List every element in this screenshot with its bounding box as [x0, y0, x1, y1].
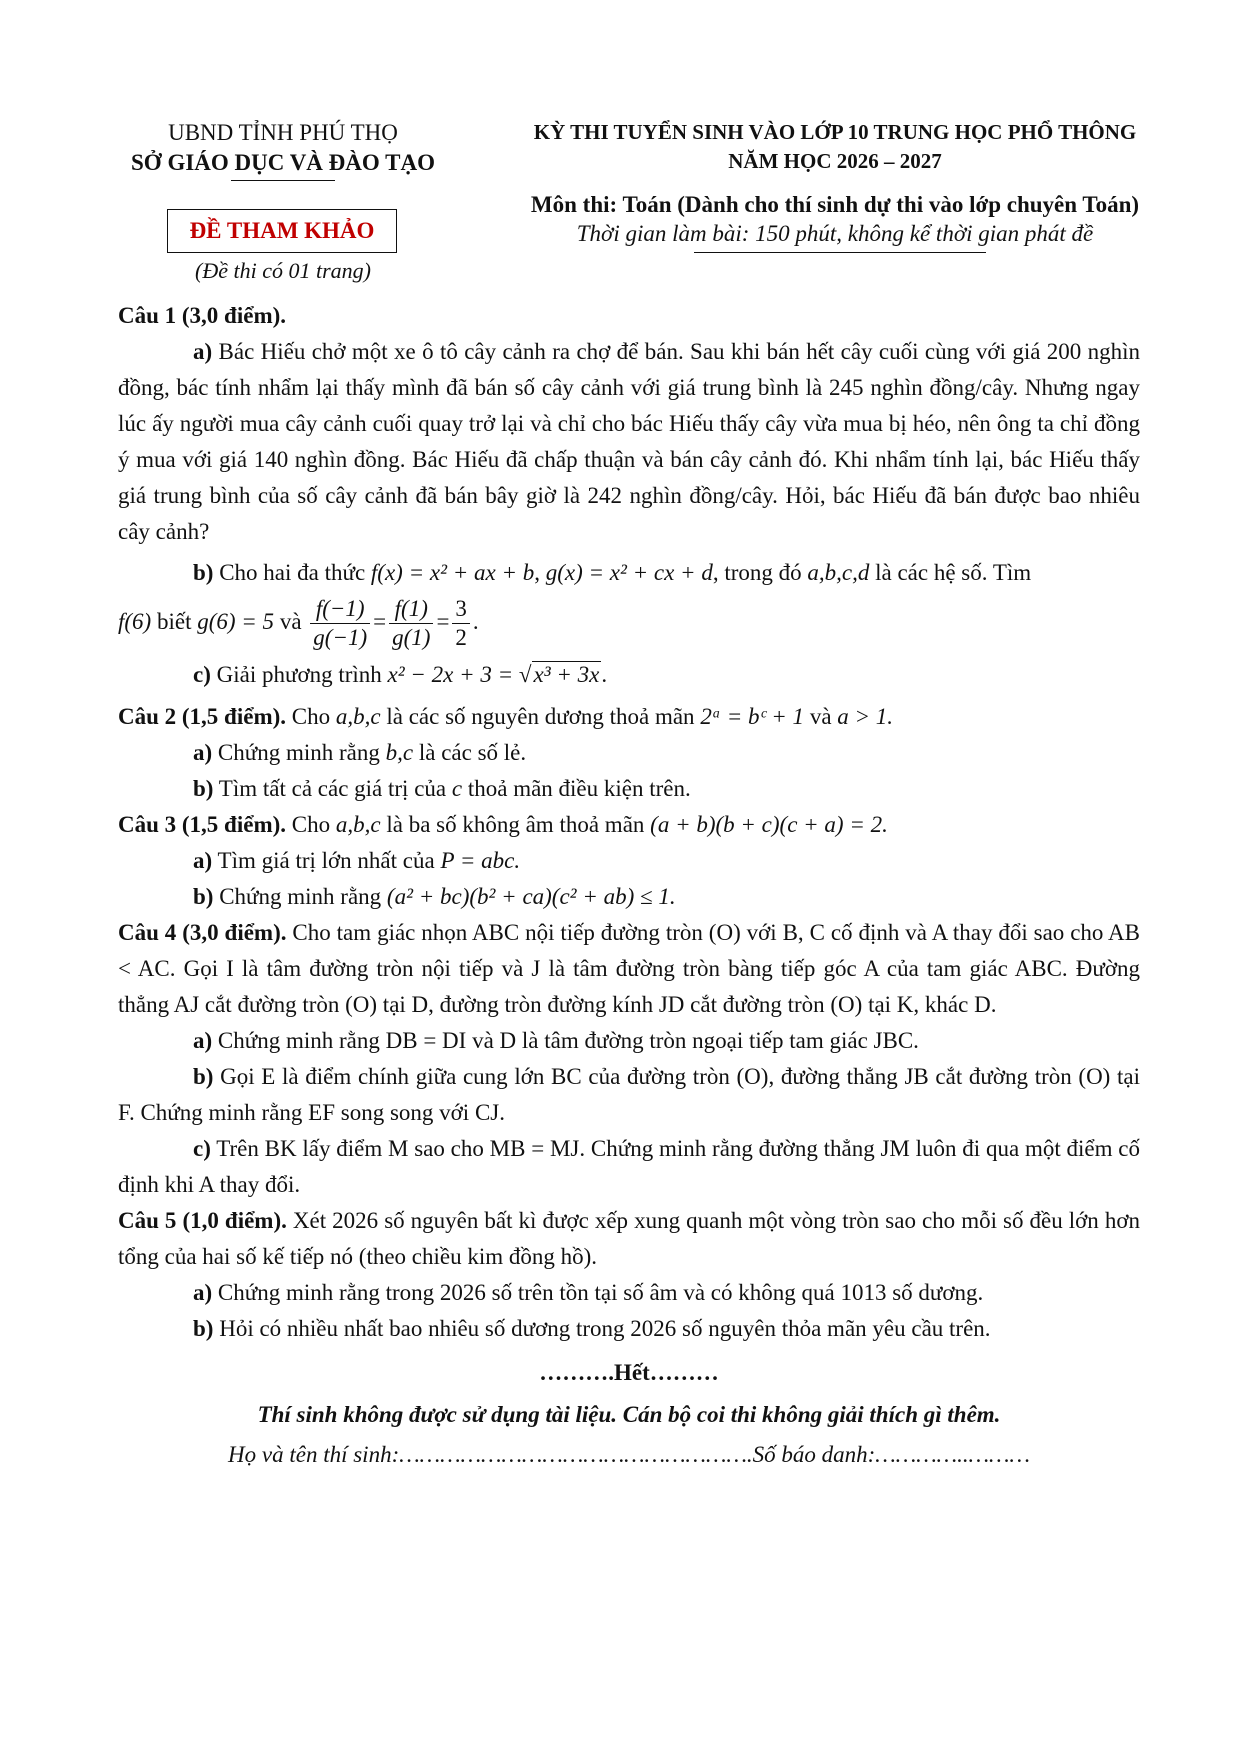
q1-part-b-cont: f(6) biết g(6) = 5 và $\frac{f(-1)}{g(-1)}$ = $\frac{f(1)}{g(1)}$ = $\frac{3}{2}$ . — [118, 596, 479, 650]
q1-b-pre: Cho hai đa thức — [219, 560, 366, 585]
exam-body — [118, 298, 1140, 1473]
q1-frac-2: $\frac{f(1)}{g(1)}$ — [389, 595, 433, 652]
end-marker: ……….Hết……… — [539, 1360, 719, 1385]
exam-title-line2: NĂM HỌC 2026 – 2027 — [728, 149, 942, 173]
q1-find: f(6) — [118, 608, 152, 634]
q1-g-def: g(x) = x² + cx + d — [545, 560, 713, 585]
q2-condition: a > 1. — [837, 704, 894, 729]
time-line: Thời gian làm bài: 150 phút, không kể thời gian phát đề — [576, 221, 1094, 246]
org-underline — [231, 180, 335, 181]
candidate-info-line: Họ và tên thí sinh:…………………………………………….Số báo danh:…………..……… — [228, 1442, 1030, 1467]
q1-a-text: Bác Hiếu chở một xe ô tô cây cảnh ra chợ để bán. Sau khi bán hết cây cuối cùng với giá 200 nghìn đồng, bác tính nhẩm lại thấy mình đã bán số cây cảnh với giá trung bình là 245 nghìn đồng/cây. Nhưng ngay lúc ấy người mua cây cảnh cuối quay trở lại và chỉ cho bác Hiếu thấy cây vừa mua bị héo, nên ông ta chỉ đồng ý mua với giá 140 nghìn đồng. Bác Hiếu đã chấp thuận và bán cây cảnh đó. Khi nhẩm tính lại, bác Hiếu thấy giá trung bình của số cây cảnh đã bán bây giờ là 242 nghìn đồng/cây. Hỏi, bác Hiếu đã bán được bao nhiêu cây cảnh? — [118, 339, 1141, 544]
q1-b-label: b) — [193, 560, 214, 585]
exam-title-line1: KỲ THI TUYỂN SINH VÀO LỚP 10 TRUNG HỌC PHỔ THÔNG — [533, 120, 1137, 144]
q2-intro: Câu 2 (1,5 điểm). Cho a,b,c là các số nguyên dương thoả mãn 2ᵃ = bᶜ + 1 và a > 1. — [118, 704, 894, 729]
q1-c-eq-left: x² − 2x + 3 = — [387, 662, 514, 687]
q1-frac-3: $\frac{3}{2}$ — [452, 595, 470, 652]
reference-badge: ĐỀ THAM KHẢO — [167, 209, 397, 253]
q1-part-c: c) Giải phương trình x² − 2x + 3 = √x³ + 3x. — [193, 662, 608, 687]
q1-a-label: a) — [193, 339, 213, 364]
q1-title: Câu 1 (3,0 điểm). — [118, 303, 287, 328]
q2-title: Câu 2 (1,5 điểm). — [118, 704, 287, 729]
q1-and: và — [279, 608, 302, 634]
q4-part-b: b) Gọi E là điểm chính giữa cung lớn BC của đường tròn (O), đường thẳng JB cắt đường tròn (O) tại F. Chứng minh rằng EF song song với CJ. — [118, 1064, 1140, 1125]
q5-part-b: b) Hỏi có nhiều nhất bao nhiêu số dương trong 2026 số nguyên thỏa mãn yêu cầu trên. — [193, 1316, 991, 1341]
q1-given: biết — [156, 608, 192, 634]
q4-intro: Câu 4 (3,0 điểm). Cho tam giác nhọn ABC nội tiếp đường tròn (O) với B, C cố định và A thay đổi sao cho AB < AC. Gọi I là tâm đường tròn nội tiếp và J là tâm đường tròn bàng tiếp góc A của tam giác ABC. Đường thẳng AJ cắt đường tròn (O) tại D, đường tròn đường kính JD cắt đường tròn (O) tại K, khác D. — [118, 920, 1141, 1017]
q3-title: Câu 3 (1,5 điểm). — [118, 812, 287, 837]
org-line2: SỞ GIÁO DỤC VÀ ĐÀO TẠO — [131, 150, 435, 175]
q1-g6: g(6) = 5 — [197, 608, 275, 634]
q1-part-b: b) Cho hai đa thức f(x) = x² + ax + b, g(x) = x² + cx + d, trong đó a,b,c,d là các hệ số. Tìm — [193, 560, 1032, 585]
exam-rules-note: Thí sinh không được sử dụng tài liệu. Cán bộ coi thi không giải thích gì thêm. — [257, 1402, 1001, 1427]
q1-b-mid: , trong đó — [712, 560, 802, 585]
q2-part-a: a) Chứng minh rằng b,c là các số lẻ. — [193, 740, 527, 765]
title-underline — [694, 252, 986, 253]
q5-part-a: a) Chứng minh rằng trong 2026 số trên tồn tại số âm và có không quá 1013 số dương. — [193, 1280, 984, 1305]
q3-equation: (a + b)(b + c)(c + a) = 2. — [650, 812, 888, 837]
exam-title-block — [490, 118, 1180, 253]
page-count-note: (Đề thi có 01 trang) — [195, 258, 371, 283]
q1-frac-1: $\frac{f(-1)}{g(-1)}$ — [310, 595, 370, 652]
issuer-block — [118, 118, 448, 181]
q1-b-post: là các hệ số. Tìm — [875, 560, 1032, 585]
q4-title: Câu 4 (3,0 điểm). — [118, 920, 287, 945]
q1-c-label: c) — [193, 662, 211, 687]
q1-f-def: f(x) = x² + ax + b — [370, 560, 535, 585]
q1-c-sqrt: x³ + 3x — [533, 662, 600, 687]
subject-line: Môn thi: Toán (Dành cho thí sinh dự thi vào lớp chuyên Toán) — [530, 192, 1140, 217]
q3-part-a: a) Tìm giá trị lớn nhất của P = abc. — [193, 848, 521, 873]
q3-part-b: b) Chứng minh rằng (a² + bc)(b² + ca)(c² + ab) ≤ 1. — [193, 884, 676, 909]
q3-intro: Câu 3 (1,5 điểm). Cho a,b,c là ba số không âm thoả mãn (a + b)(b + c)(c + a) = 2. — [118, 812, 888, 837]
q1-b-vars: a,b,c,d — [807, 560, 870, 585]
q5-intro: Câu 5 (1,0 điểm). Xét 2026 số nguyên bất kì được xếp xung quanh một vòng tròn sao cho mỗi số đều lớn hơn tổng của hai số kế tiếp nó (theo chiều kim đồng hồ). — [118, 1208, 1141, 1269]
q5-title: Câu 5 (1,0 điểm). — [118, 1208, 287, 1233]
org-line1: UBND TỈNH PHÚ THỌ — [168, 120, 398, 145]
q4-part-c: c) Trên BK lấy điểm M sao cho MB = MJ. Chứng minh rằng đường thẳng JM luôn đi qua một điểm cố định khi A thay đổi. — [118, 1136, 1140, 1197]
q2-equation: 2ᵃ = bᶜ + 1 — [700, 704, 805, 729]
q4-part-a: a) Chứng minh rằng DB = DI và D là tâm đường tròn ngoại tiếp tam giác JBC. — [193, 1028, 919, 1053]
q1-c-pre: Giải phương trình — [216, 662, 382, 687]
q2-part-b: b) Tìm tất cả các giá trị của c thoả mãn điều kiện trên. — [193, 776, 691, 801]
q1-part-a — [118, 334, 1140, 550]
